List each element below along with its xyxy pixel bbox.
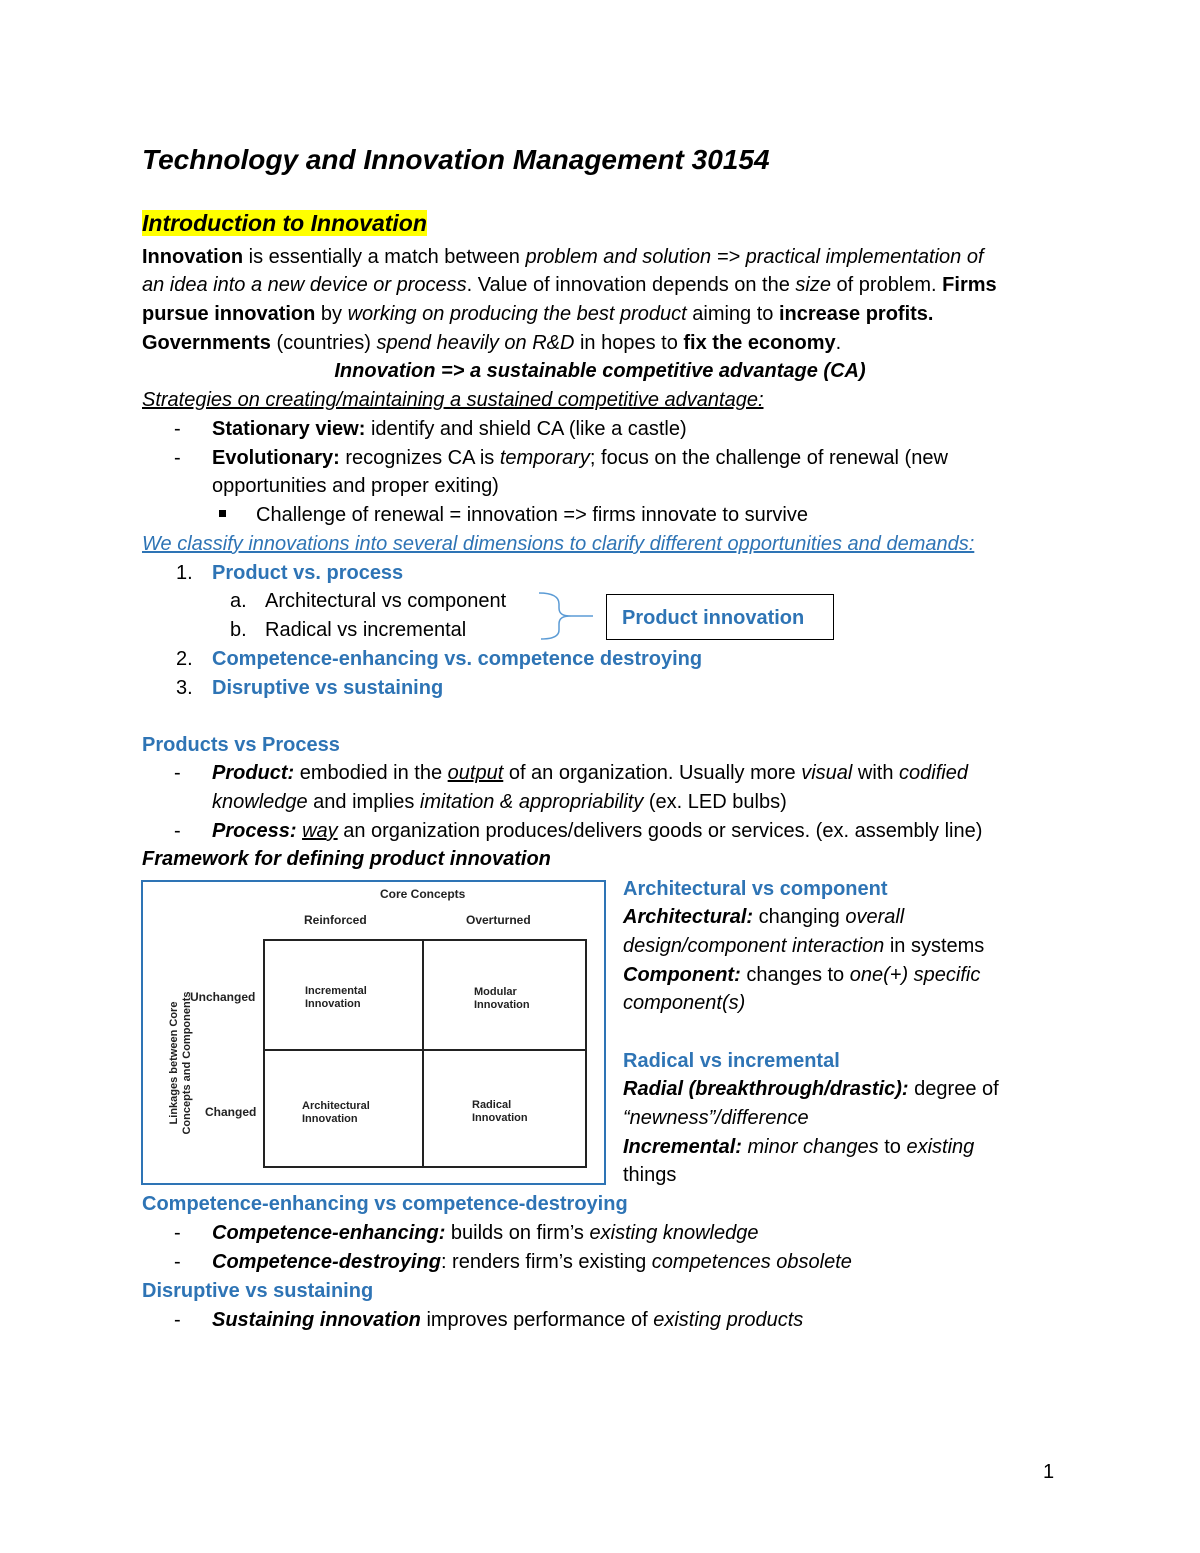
dash-bullet: -: [174, 762, 181, 784]
dash-bullet: -: [174, 418, 181, 440]
comp-line-2: component(s): [623, 992, 746, 1014]
dash-bullet: -: [174, 820, 181, 842]
diagram-linkages-label: Linkages between Core Concepts and Components: [168, 991, 193, 1135]
radical-heading: Radical vs incremental: [623, 1050, 840, 1072]
dash-bullet: -: [174, 1222, 181, 1244]
classify-line: We classify innovations into several dimensions to clarify different opportunities and demands:: [142, 533, 975, 555]
intro-line-3: pursue innovation by working on producing the best product aiming to increase profits.: [142, 303, 934, 325]
sublist-radical: Radical vs incremental: [265, 619, 467, 641]
diagram-overturned: Overturned: [466, 913, 531, 927]
product-definition: Product: embodied in the output of an organization. Usually more visual with codified: [212, 762, 968, 784]
sustaining-definition: Sustaining innovation improves performance of existing products: [212, 1309, 804, 1331]
dash-bullet: -: [174, 1251, 181, 1273]
products-heading: Products vs Process: [142, 734, 340, 756]
product-definition-cont: knowledge and implies imitation & appropriability (ex. LED bulbs): [212, 791, 787, 813]
arch-heading: Architectural vs component: [623, 878, 888, 900]
diagram-unchanged: Unchanged: [190, 990, 256, 1004]
diagram-grid: [263, 939, 587, 1168]
sublist-num: b.: [230, 619, 247, 641]
diagram-incremental: Incremental Innovation: [305, 985, 367, 1010]
radical-line-1: Radial (breakthrough/drastic): degree of: [623, 1078, 999, 1100]
competence-enhancing: Competence-enhancing: builds on firm’s existing knowledge: [212, 1222, 759, 1244]
strategy-evolutionary: Evolutionary: recognizes CA is temporary; focus on the challenge of renewal (new: [212, 447, 948, 469]
square-bullet-icon: [219, 510, 226, 517]
page-title: Technology and Innovation Management 30154: [142, 144, 770, 175]
dash-bullet: -: [174, 1309, 181, 1331]
incremental-line-1: Incremental: minor changes to existing: [623, 1136, 975, 1158]
strategy-evolutionary-cont: opportunities and proper exiting): [212, 475, 499, 497]
brace-icon: [537, 590, 597, 642]
framework-label: Framework for defining product innovation: [142, 848, 551, 870]
dash-bullet: -: [174, 447, 181, 469]
list-item-disruptive: Disruptive vs sustaining: [212, 677, 444, 699]
page-number: 1: [1043, 1461, 1055, 1483]
intro-line-2: an idea into a new device or process. Value of innovation depends on the size of problem. Firms: [142, 274, 997, 296]
arch-line-2: design/component interaction in systems: [623, 935, 985, 957]
intro-line-1: Innovation is essentially a match between problem and solution => practical implementation of: [142, 246, 984, 268]
intro-line-4: Governments (countries) spend heavily on R&D in hopes to fix the economy.: [142, 332, 842, 354]
list-num: 2.: [176, 648, 193, 670]
diagram-changed: Changed: [205, 1105, 257, 1119]
process-definition: Process: way an organization produces/delivers goods or services. (ex. assembly line): [212, 820, 983, 842]
comp-line-1: Component: changes to one(+) specific: [623, 964, 981, 986]
diagram-radical: Radical Innovation: [472, 1099, 528, 1124]
list-num: 1.: [176, 562, 193, 584]
radical-line-2: “newness”/difference: [623, 1107, 809, 1129]
sublist-architectural: Architectural vs component: [265, 590, 507, 612]
renewal-sub: Challenge of renewal = innovation => firms innovate to survive: [256, 504, 808, 526]
list-item-competence: Competence-enhancing vs. competence destroying: [212, 648, 703, 670]
disruptive-heading: Disruptive vs sustaining: [142, 1280, 374, 1302]
diagram-architectural: Architectural Innovation: [302, 1100, 370, 1125]
diagram-core-concepts: Core Concepts: [380, 887, 466, 901]
competence-heading: Competence-enhancing vs competence-destroying: [142, 1193, 628, 1215]
incremental-line-2: things: [623, 1164, 677, 1186]
strategy-stationary: Stationary view: identify and shield CA (like a castle): [212, 418, 687, 440]
diagram-modular: Modular Innovation: [474, 986, 530, 1011]
competence-destroying: Competence-destroying: renders firm’s existing competences obsolete: [212, 1251, 852, 1273]
list-num: 3.: [176, 677, 193, 699]
arch-line-1: Architectural: changing overall: [623, 906, 905, 928]
list-item-product-process: Product vs. process: [212, 562, 404, 584]
sublist-num: a.: [230, 590, 247, 612]
intro-heading: Introduction to Innovation: [142, 210, 427, 236]
diagram-grid-hline: [263, 1049, 585, 1051]
diagram-reinforced: Reinforced: [304, 913, 367, 927]
product-innovation-label: Product innovation: [622, 607, 805, 629]
strategies-label: Strategies on creating/maintaining a sustained competitive advantage:: [142, 389, 764, 411]
center-statement: Innovation => a sustainable competitive advantage (CA): [334, 360, 866, 382]
diagram-grid-vline: [422, 939, 424, 1166]
